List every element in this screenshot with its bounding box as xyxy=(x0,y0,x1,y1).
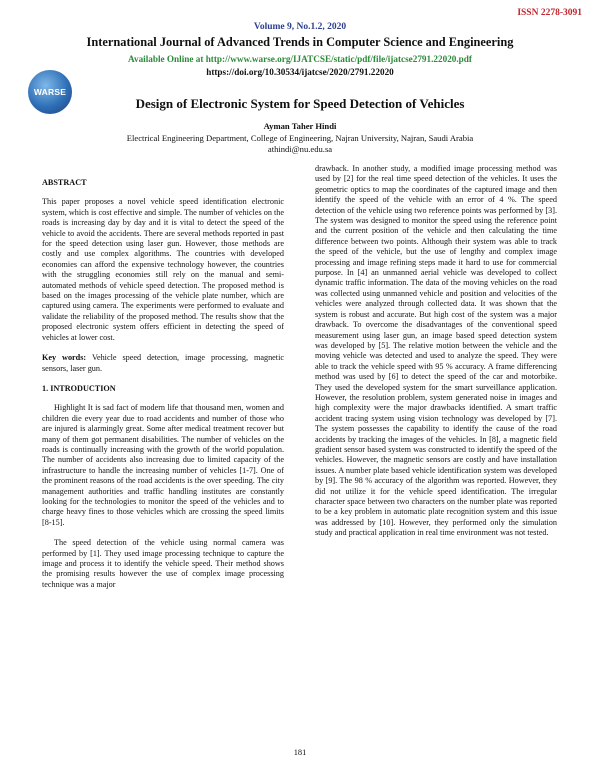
doi-link[interactable]: https://doi.org/10.30534/ijatcse/2020/2791.22020 xyxy=(206,67,394,77)
intro-paragraph-1: Highlight It is sad fact of modern life that thousand men, women and children die every year due to road accidents and number of those who are injured is alarmingly great. Some after medical treatment recover but many of them got permanent disabilities. The number of vehicles on the roads is continually increasing with the growth of the world population. The number of accidents also increasing due to limited capacity of the infrastructure to handle the increasing number of vehicles [1-7]. One of the prominent reasons of the road accidents is the over speeding. The city management authorities and traffic handling institutes are constantly looking for the technologies to monitor the speed of the vehicles and to charge heavy fines to those vehicles which are crossing the speed limits [8-15]. xyxy=(42,403,284,527)
keywords xyxy=(42,353,284,374)
volume-label: Volume 9, No.1.2, 2020 xyxy=(253,22,347,32)
left-column xyxy=(42,178,284,590)
abstract-text: This paper proposes a novel vehicle speed identification electronic system, which is cost effective and simple. The number of vehicles on the roads is increasing day by day and it is vital to detect the speed of the vehicle to avoid the accidents. There are several methods reported in past for the speed detection using laser gun. However, those methods are costly and use complex algorithms. The countries with developed economies can afford the expensive technology however, the countries with the struggling economies still rely on the manual and semi-automated methods of vehicle speed detection. The proposed method is based on the images processing of the vehicle plate number, which are captured using camera. The experiments were performed to evaluate and validate the reliability of the proposed method. The results show that the proposed electronic system offers efficient in detecting the speed of vehicles at lower cost. xyxy=(42,197,284,342)
keywords-label: Key words: xyxy=(42,353,87,363)
issn-label: ISSN 2278-3091 xyxy=(517,8,582,18)
logo-text: WARSE xyxy=(33,87,67,97)
journal-title: International Journal of Advanced Trends in Computer Science and Engineering xyxy=(86,35,514,49)
right-column-text: drawback. In another study, a modified image processing method was used by [2] for the real time speed detection of the vehicles. It uses the geometric optics to map the coordinates of the captured image and then identify the speed of the vehicle with an error of 4 %. The speed detection of the vehicle using two reference points was performed by [3]. The system was designed to monitor the speed using the reference point and the current position of the vehicle and then calculating the time difference between two points. Although their system was able to track the speed of the vehicle, but the use of lengthy and complex image processing and image refining steps made it hard to use for commercial purpose. In [4] an unmanned aerial vehicle was developed to collect dynamic traffic information. The data of the moving vehicles on the road was collected using unmanned vehicle and position and velocities of the vehicles were analyzed through collected data. It was shown that the system is robust and accurate. But high cost of the system was a major drawback. To overcome the disadvantages of the conventional speed measurement using laser gun, an image based speed detection system was developed by [5]. The relative motion between the vehicle and the moving vehicle was detected and used to analyze the speed. They were able to track the vehicle speed with 95 % accuracy. A frame differencing method was used by [6] to detect the speed of the car and motorbike. They used the developed system for the smart surveillance application. However, the resolution problem, system generated noise in images and high complexity were the major drawbacks identified. A smart traffic accident tracing system using vision technology was developed by [7]. The system possesses the capability to identify the cause of the road accidents by tracking the images of the vehicles. In [8], a magnetic field gradient sensor based system was constructed to identify the speed of the vehicles. However, the magnetic sensors are costly and have installation issues. A number plate based vehicle identification system was developed by [9]. The 98 % accuracy of the algorithm was reported. However, they did not utilize it for the vehicle speed identification. The irregular character space between two characters on the number plate was reported to be a key problem in automatic plate recognition system and this issue was addressed by [10]. However, they performed only the simulation study and practical application in real time environment was not tested. xyxy=(315,164,557,538)
paper-title: Design of Electronic System for Speed Detection of Vehicles xyxy=(135,96,465,111)
abstract-heading: ABSTRACT xyxy=(42,178,87,187)
right-column xyxy=(315,164,557,539)
author-email[interactable]: athindi@nu.edu.sa xyxy=(267,144,333,154)
author-affiliation: Electrical Engineering Department, College of Engineering, Najran University, Najran, Saudi Arabia xyxy=(126,133,474,143)
page-number: 181 xyxy=(293,748,307,757)
introduction-heading: 1. INTRODUCTION xyxy=(42,383,116,393)
available-online-link[interactable]: Available Online at http://www.warse.org/IJATCSE/static/pdf/file/ijatcse2791.22020.pdf xyxy=(128,54,472,64)
keywords-text: Vehicle speed detection, image processing, magnetic sensors, laser gun. xyxy=(42,353,284,373)
author-name: Ayman Taher Hindi xyxy=(263,121,337,131)
intro-paragraph-2: The speed detection of the vehicle using normal camera was performed by [1]. They used image processing technique to capture the image and process it to identify the vehicle speed. Their method shows the promising results however the use of complex image processing technique was a major xyxy=(42,538,284,589)
